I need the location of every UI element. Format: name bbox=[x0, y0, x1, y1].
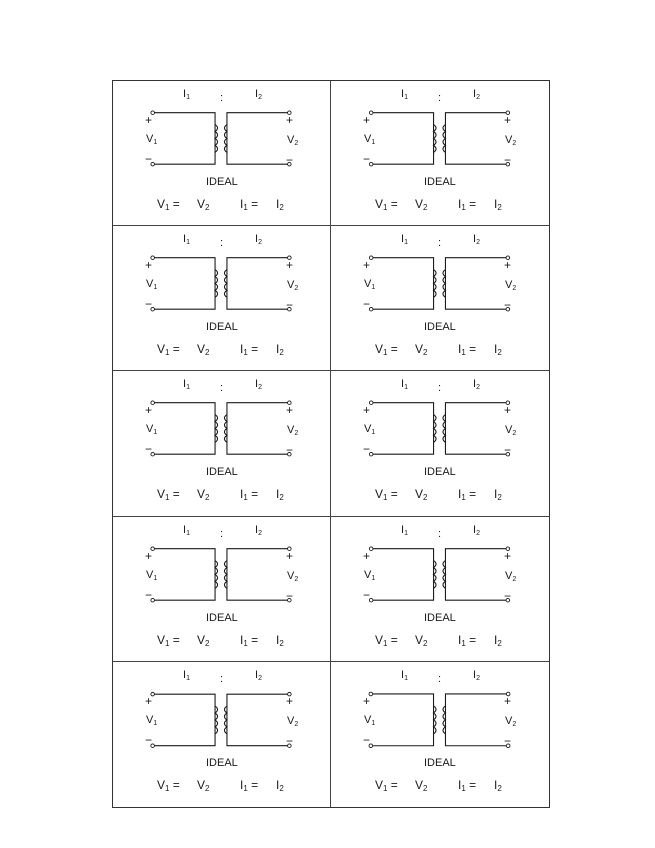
voltage-equation-lhs: $V_1$ = bbox=[157, 342, 180, 358]
current-equation-lhs: $I_1$ = bbox=[458, 197, 477, 212]
current-label-primary: $I_1$ bbox=[401, 668, 408, 682]
plus-sign-primary: + bbox=[363, 403, 371, 418]
ratio-separator: : bbox=[438, 672, 442, 685]
primary-winding-wire bbox=[371, 548, 433, 600]
current-equation-rhs: $I_2$ bbox=[494, 777, 502, 793]
primary-winding-wire bbox=[371, 694, 434, 746]
voltage-equation-rhs: $V_2$ bbox=[197, 342, 210, 358]
transformer-cell bbox=[331, 662, 549, 807]
plus-sign-secondary: + bbox=[504, 548, 512, 563]
voltage-equation-lhs: $V_1$ = bbox=[157, 777, 180, 793]
transformer-cell bbox=[331, 81, 549, 226]
minus-sign-secondary: − bbox=[286, 588, 294, 603]
current-equation-rhs: $I_2$ bbox=[276, 777, 284, 793]
current-label-secondary: $I_2$ bbox=[473, 233, 480, 247]
voltage-equation-lhs: $V_1$ = bbox=[375, 487, 398, 503]
current-label-secondary: $I_2$ bbox=[473, 668, 480, 682]
plus-sign-secondary: + bbox=[504, 113, 512, 127]
secondary-winding-wire bbox=[227, 113, 289, 164]
ideal-label: IDEAL bbox=[206, 611, 238, 624]
voltage-label-secondary: $V_2$ bbox=[505, 279, 517, 293]
plus-sign-secondary: + bbox=[504, 403, 512, 418]
current-label-primary: $I_1$ bbox=[401, 88, 408, 101]
secondary-winding-wire bbox=[445, 694, 508, 746]
minus-sign-primary: − bbox=[363, 587, 371, 602]
voltage-equation-lhs: $V_1$ = bbox=[375, 777, 398, 793]
ideal-label: IDEAL bbox=[206, 321, 238, 334]
voltage-label-primary: $V_1$ bbox=[146, 133, 158, 146]
secondary-winding-wire bbox=[227, 403, 289, 455]
primary-winding-wire bbox=[371, 403, 433, 455]
current-label-primary: $I_1$ bbox=[183, 233, 190, 247]
current-equation-rhs: $I_2$ bbox=[494, 632, 502, 648]
minus-sign-primary: − bbox=[363, 152, 371, 166]
voltage-label-primary: $V_1$ bbox=[364, 568, 376, 582]
ideal-label: IDEAL bbox=[206, 466, 238, 479]
voltage-equation-rhs: $V_2$ bbox=[197, 777, 210, 793]
voltage-label-secondary: $V_2$ bbox=[505, 424, 517, 438]
current-equation-lhs: $I_1$ = bbox=[458, 487, 477, 503]
voltage-equation-lhs: $V_1$ = bbox=[157, 632, 180, 648]
voltage-label-primary: $V_1$ bbox=[146, 278, 158, 292]
transformer-grid bbox=[112, 80, 550, 808]
voltage-label-secondary: $V_2$ bbox=[287, 424, 299, 438]
secondary-winding-wire bbox=[445, 113, 507, 164]
current-equation-rhs: $I_2$ bbox=[276, 487, 284, 503]
ratio-separator: : bbox=[220, 237, 224, 250]
current-label-primary: $I_1$ bbox=[401, 233, 408, 247]
ratio-separator: : bbox=[438, 382, 442, 395]
primary-winding-wire bbox=[153, 548, 215, 600]
voltage-label-secondary: $V_2$ bbox=[287, 714, 299, 728]
transformer-cell bbox=[113, 517, 331, 662]
ideal-label: IDEAL bbox=[206, 756, 238, 769]
minus-sign-primary: − bbox=[363, 442, 371, 457]
current-label-secondary: $I_2$ bbox=[255, 668, 262, 682]
transformer-cell bbox=[331, 517, 549, 662]
plus-sign-primary: + bbox=[145, 113, 153, 127]
voltage-equation-rhs: $V_2$ bbox=[415, 342, 428, 358]
minus-sign-primary: − bbox=[145, 732, 153, 747]
minus-sign-secondary: − bbox=[286, 298, 294, 313]
voltage-equation-rhs: $V_2$ bbox=[415, 777, 428, 793]
voltage-label-secondary: $V_2$ bbox=[287, 569, 299, 583]
voltage-equation-rhs: $V_2$ bbox=[197, 487, 210, 503]
voltage-equation-rhs: $V_2$ bbox=[197, 632, 210, 648]
voltage-label-secondary: $V_2$ bbox=[287, 279, 299, 293]
minus-sign-secondary: − bbox=[286, 443, 294, 458]
transformer-cell bbox=[331, 226, 549, 371]
ratio-separator: : bbox=[220, 382, 224, 395]
minus-sign-secondary: − bbox=[504, 298, 512, 313]
current-equation-rhs: $I_2$ bbox=[276, 342, 284, 358]
plus-sign-secondary: + bbox=[286, 403, 294, 418]
transformer-cell bbox=[331, 371, 549, 516]
plus-sign-primary: + bbox=[363, 693, 371, 708]
minus-sign-primary: − bbox=[363, 297, 371, 312]
primary-winding-wire bbox=[371, 113, 433, 164]
minus-sign-primary: − bbox=[145, 152, 153, 166]
voltage-label-secondary: $V_2$ bbox=[505, 569, 517, 583]
voltage-label-primary: $V_1$ bbox=[146, 423, 158, 437]
current-label-primary: $I_1$ bbox=[183, 378, 190, 392]
current-equation-rhs: $I_2$ bbox=[494, 487, 502, 503]
primary-winding-wire bbox=[371, 258, 433, 310]
secondary-winding-wire bbox=[445, 258, 507, 310]
secondary-winding-wire bbox=[227, 258, 289, 310]
current-label-secondary: $I_2$ bbox=[255, 88, 262, 101]
voltage-label-primary: $V_1$ bbox=[364, 423, 376, 437]
transformer-cell bbox=[113, 662, 331, 807]
ideal-label: IDEAL bbox=[424, 756, 456, 769]
plus-sign-primary: + bbox=[145, 693, 153, 708]
ratio-separator: : bbox=[438, 92, 442, 104]
voltage-equation-rhs: $V_2$ bbox=[415, 487, 428, 503]
current-label-primary: $I_1$ bbox=[401, 523, 408, 537]
minus-sign-primary: − bbox=[145, 587, 153, 602]
minus-sign-secondary: − bbox=[504, 153, 512, 167]
minus-sign-secondary: − bbox=[504, 443, 512, 458]
plus-sign-secondary: + bbox=[286, 693, 294, 708]
current-equation-lhs: $I_1$ = bbox=[240, 487, 259, 503]
primary-winding-wire bbox=[153, 258, 215, 310]
plus-sign-secondary: + bbox=[504, 258, 512, 273]
current-label-primary: $I_1$ bbox=[183, 668, 190, 682]
plus-sign-secondary: + bbox=[286, 113, 294, 127]
ideal-label: IDEAL bbox=[424, 466, 456, 479]
current-equation-lhs: $I_1$ = bbox=[458, 777, 477, 793]
voltage-equation-lhs: $V_1$ = bbox=[375, 632, 398, 648]
minus-sign-secondary: − bbox=[286, 153, 294, 167]
plus-sign-primary: + bbox=[363, 548, 371, 563]
current-label-primary: $I_1$ bbox=[183, 88, 190, 101]
plus-sign-primary: + bbox=[145, 403, 153, 418]
secondary-winding-wire bbox=[445, 548, 507, 600]
primary-winding-wire bbox=[153, 113, 215, 164]
current-equation-lhs: $I_1$ = bbox=[240, 632, 259, 648]
ratio-separator: : bbox=[220, 672, 224, 685]
minus-sign-secondary: − bbox=[504, 588, 512, 603]
voltage-equation-lhs: $V_1$ = bbox=[375, 342, 398, 358]
minus-sign-primary: − bbox=[145, 442, 153, 457]
voltage-equation-rhs: $V_2$ bbox=[415, 632, 428, 648]
minus-sign-primary: − bbox=[145, 297, 153, 312]
plus-sign-secondary: + bbox=[286, 258, 294, 273]
current-equation-rhs: $I_2$ bbox=[494, 342, 502, 358]
plus-sign-primary: + bbox=[363, 258, 371, 273]
ideal-label: IDEAL bbox=[424, 321, 456, 334]
ideal-label: IDEAL bbox=[424, 611, 456, 624]
transformer-cell bbox=[113, 81, 331, 226]
ratio-separator: : bbox=[438, 527, 442, 540]
current-label-secondary: $I_2$ bbox=[255, 378, 262, 392]
current-label-secondary: $I_2$ bbox=[255, 523, 262, 537]
voltage-label-secondary: $V_2$ bbox=[505, 714, 517, 728]
voltage-equation-lhs: $V_1$ = bbox=[157, 197, 180, 212]
ratio-separator: : bbox=[220, 527, 224, 540]
current-equation-lhs: $I_1$ = bbox=[240, 342, 259, 358]
plus-sign-primary: + bbox=[145, 258, 153, 273]
plus-sign-primary: + bbox=[363, 113, 371, 127]
voltage-label-primary: $V_1$ bbox=[146, 713, 158, 727]
voltage-equation-lhs: $V_1$ = bbox=[157, 487, 180, 503]
current-equation-lhs: $I_1$ = bbox=[458, 632, 477, 648]
plus-sign-primary: + bbox=[145, 548, 153, 563]
voltage-label-primary: $V_1$ bbox=[364, 713, 376, 727]
voltage-label-primary: $V_1$ bbox=[364, 133, 376, 146]
current-label-secondary: $I_2$ bbox=[473, 523, 480, 537]
transformer-cell bbox=[113, 226, 331, 371]
ideal-label: IDEAL bbox=[424, 176, 456, 188]
voltage-equation-lhs: $V_1$ = bbox=[375, 197, 398, 212]
ideal-label: IDEAL bbox=[206, 176, 238, 188]
secondary-winding-wire bbox=[445, 403, 507, 455]
voltage-label-primary: $V_1$ bbox=[364, 278, 376, 292]
voltage-equation-rhs: $V_2$ bbox=[197, 197, 210, 212]
minus-sign-secondary: − bbox=[504, 733, 512, 748]
current-equation-lhs: $I_1$ = bbox=[240, 777, 259, 793]
current-equation-rhs: $I_2$ bbox=[276, 197, 284, 212]
primary-winding-wire bbox=[153, 694, 215, 746]
secondary-winding-wire bbox=[227, 694, 289, 746]
current-label-primary: $I_1$ bbox=[401, 378, 408, 392]
current-equation-lhs: $I_1$ = bbox=[458, 342, 477, 358]
ratio-separator: : bbox=[220, 92, 224, 104]
current-label-secondary: $I_2$ bbox=[473, 88, 480, 101]
current-equation-rhs: $I_2$ bbox=[276, 632, 284, 648]
minus-sign-secondary: − bbox=[286, 733, 294, 748]
primary-winding-wire bbox=[153, 403, 215, 455]
secondary-winding-wire bbox=[227, 548, 289, 600]
voltage-label-primary: $V_1$ bbox=[146, 568, 158, 582]
voltage-equation-rhs: $V_2$ bbox=[415, 197, 428, 212]
voltage-label-secondary: $V_2$ bbox=[505, 134, 517, 147]
transformer-cell bbox=[113, 371, 331, 516]
current-label-secondary: $I_2$ bbox=[255, 233, 262, 247]
current-label-secondary: $I_2$ bbox=[473, 378, 480, 392]
current-equation-rhs: $I_2$ bbox=[494, 197, 502, 212]
current-equation-lhs: $I_1$ = bbox=[240, 197, 259, 212]
minus-sign-primary: − bbox=[363, 732, 371, 747]
plus-sign-secondary: + bbox=[504, 693, 512, 708]
plus-sign-secondary: + bbox=[286, 548, 294, 563]
current-label-primary: $I_1$ bbox=[183, 523, 190, 537]
voltage-label-secondary: $V_2$ bbox=[287, 134, 299, 147]
ratio-separator: : bbox=[438, 237, 442, 250]
